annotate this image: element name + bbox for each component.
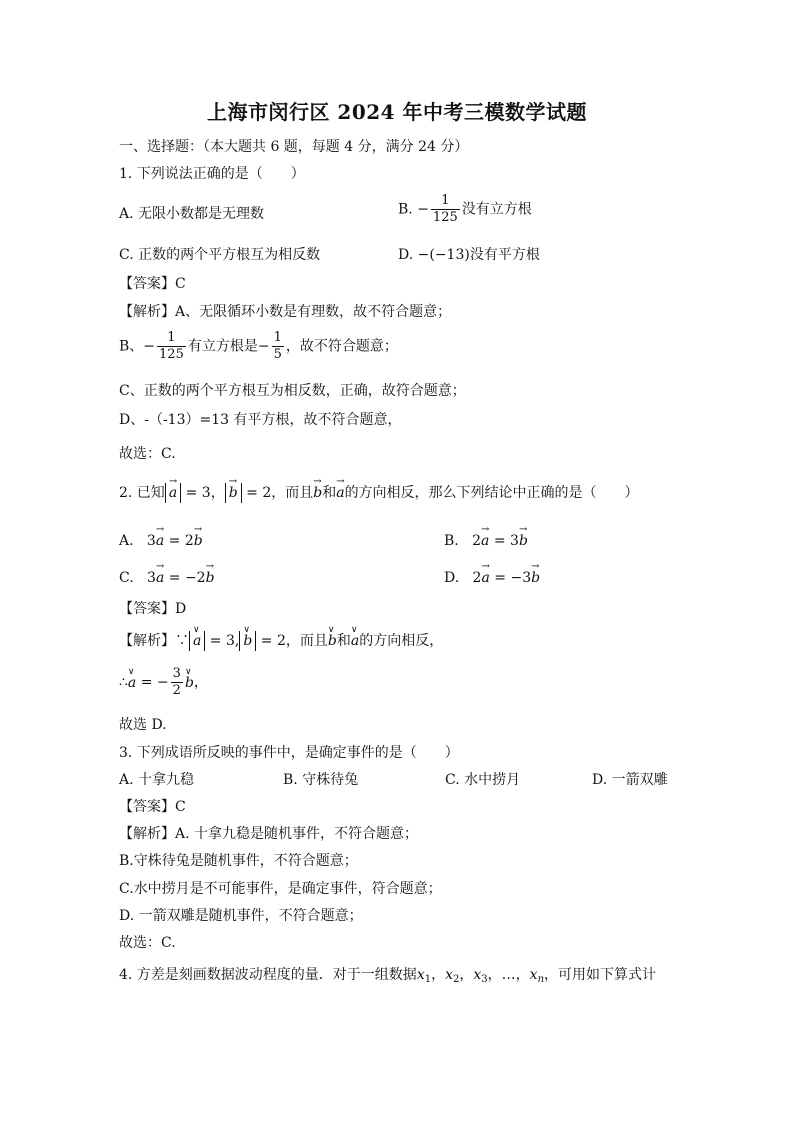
section-heading: 一、选择题：（本大题共 6 题，每题 4 分，满分 24 分）	[119, 139, 469, 155]
abs-value: ∨ b	[239, 631, 256, 651]
q4-stem: 4. 方差是刻画数据波动程度的量．对于一组数据$x_1$，$x_2$，$x_3$，…，$x_n$，可用如下算式计	[119, 967, 657, 985]
page-title: 上海市闵行区 2024 年中考三模数学试题	[206, 100, 588, 124]
q3-stem: 3. 下列成语所反映的事件中，是确定事件的是（ ）	[119, 745, 459, 761]
q3-explanation-b: B.守株待兔是随机事件，不符合题意；	[119, 853, 358, 869]
q1-option-a: A. 无限小数都是无理数	[119, 206, 265, 222]
q3-conclusion: 故选：C.	[119, 935, 176, 951]
fraction: $\frac{1}{125}$	[432, 193, 458, 225]
q1-option-d: D. −(−13)没有平方根	[398, 247, 540, 263]
fraction: $\frac{3}{2}$	[172, 666, 181, 698]
q1-option-b: B. − $\frac{1}{125}$ 没有立方根	[398, 193, 532, 225]
q1-explanation-b: B、− $\frac{1}{125}$ 有立方根是− $\frac{1}{5}$ ，故不符合题意；	[119, 330, 398, 362]
abs-value: → b	[225, 483, 242, 503]
fraction: $\frac{1}{125}$	[159, 330, 184, 362]
abs-value: → a	[165, 483, 181, 503]
q3-option-a: A. 十拿九稳	[119, 772, 195, 788]
q1-option-c: C. 正数的两个平方根互为相反数	[119, 247, 321, 263]
q2-option-b: B. 2→ a = 3→ b	[444, 532, 528, 550]
q3-option-b: B. 守株待兔	[283, 772, 359, 788]
q1-explanation-a: 【解析】A、无限循环小数是有理数，故不符合题意；	[119, 304, 452, 320]
q1-conclusion: 故选：C.	[119, 446, 176, 462]
q2-answer: 【答案】D	[119, 601, 187, 617]
q3-option-d: D. 一箭双雕	[592, 772, 668, 788]
q1-answer: 【答案】C	[119, 276, 186, 292]
q3-explanation-c: C.水中捞月是不可能事件，是确定事件，符合题意；	[119, 881, 442, 897]
q2-therefore: ∴∨ a = − $\frac{3}{2}$ ∨ b，	[119, 666, 208, 699]
q3-explanation-a: 【解析】A. 十拿九稳是随机事件，不符合题意；	[119, 826, 419, 842]
q2-option-a: A. 3→ a = 2→ b	[119, 532, 203, 550]
q2-stem: 2. 已知→ a = 3，→ b = 2，而且→ b和→ a的方向相反，那么下列结论中正确的是（ ）	[119, 482, 639, 504]
q3-explanation-d: D. 一箭双雕是随机事件，不符合题意；	[119, 908, 363, 924]
abs-value: ∨ a	[189, 631, 205, 651]
fraction: $\frac{1}{5}$	[273, 330, 282, 362]
q1-stem: 1. 下列说法正确的是（ ）	[119, 166, 305, 182]
q3-answer: 【答案】C	[119, 799, 186, 815]
q3-option-c: C. 水中捞月	[445, 772, 521, 788]
q2-conclusion: 故选 D.	[119, 717, 167, 733]
q2-option-d: D. 2→ a = −3→ b	[444, 569, 540, 587]
q2-option-c: C. 3→ a = −2→ b	[119, 569, 215, 587]
q1-explanation-d: D、-（-13）=13 有平方根，故不符合题意，	[119, 412, 402, 428]
q2-explanation: 【解析】∵∨ a = 3,∨ b = 2，而且∨ b和∨ a的方向相反，	[119, 630, 443, 652]
q1-explanation-c: C、正数的两个平方根互为相反数，正确，故符合题意；	[119, 383, 466, 399]
